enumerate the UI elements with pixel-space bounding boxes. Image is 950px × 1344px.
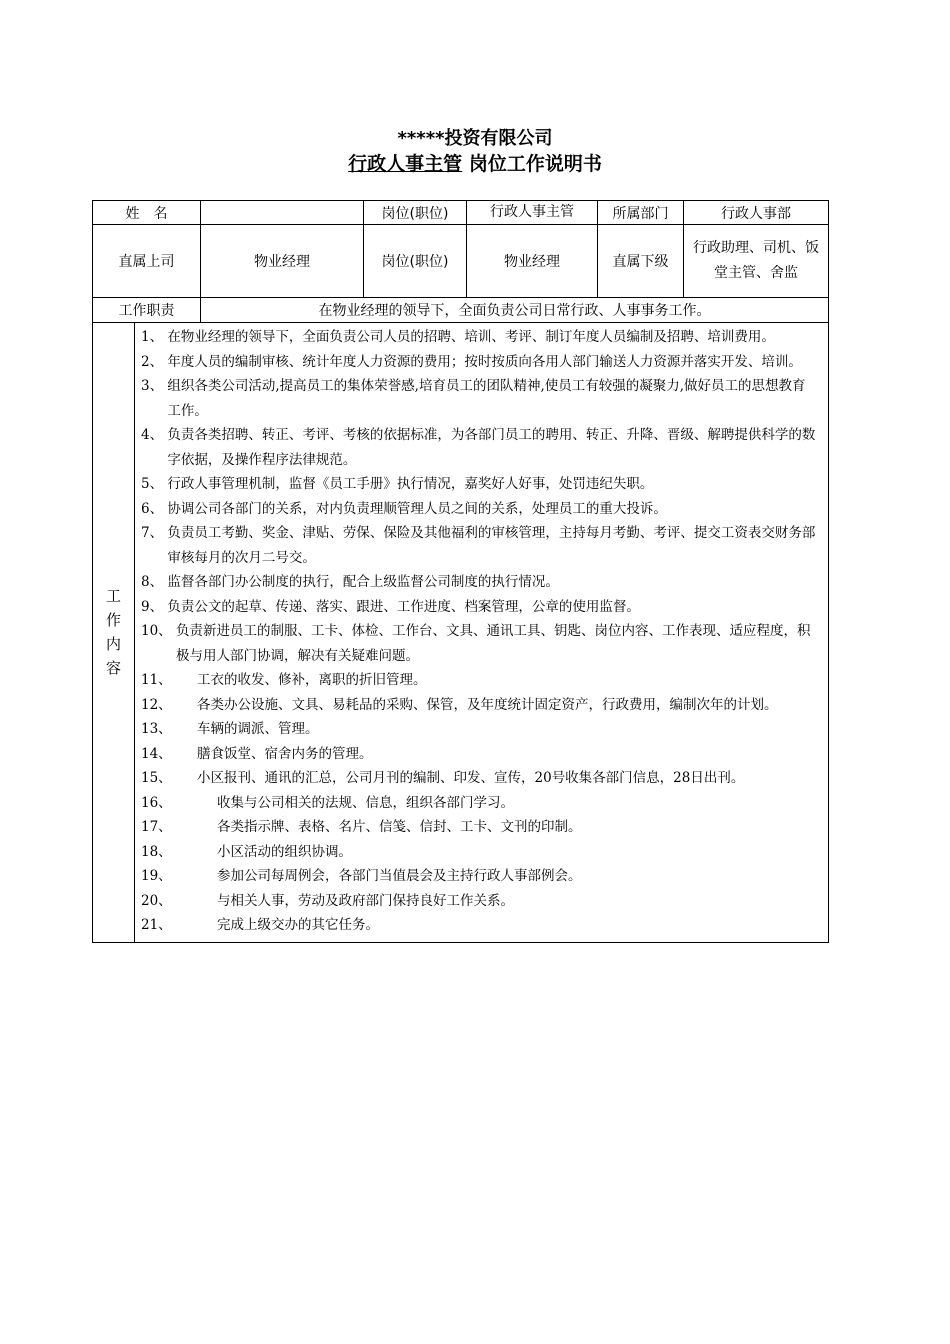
job-description-table	[92, 200, 829, 943]
list-item	[141, 889, 818, 914]
list-item-number: 14、	[141, 745, 172, 762]
list-item	[141, 742, 818, 767]
supervisor-value: 物业经理	[201, 225, 364, 298]
list-item-text: 各类指示牌、表格、名片、信笺、信封、工卡、文刊的印制。	[217, 819, 582, 835]
content-row	[93, 323, 829, 943]
info-row-1	[93, 201, 829, 225]
list-item-text: 负责各类招聘、转正、考评、考核的依据标准，为各部门员工的聘用、转正、升降、晋级、解聘提供科学的数字依据，及操作程序法律规范。	[167, 427, 816, 468]
list-item-text: 收集与公司相关的法规、信息，组织各部门学习。	[217, 794, 514, 811]
list-item	[141, 913, 818, 938]
list-item-number: 16、	[141, 794, 172, 811]
list-item	[141, 350, 818, 375]
list-item	[141, 815, 818, 840]
document-title	[0, 149, 950, 176]
list-item-number: 20、	[141, 892, 172, 909]
list-item-number: 17、	[141, 819, 172, 835]
list-item-text: 完成上级交办的其它任务。	[217, 917, 379, 933]
dept-label: 所属部门	[598, 201, 684, 225]
list-item-text: 年度人员的编制审核、统计年度人力资源的费用；按时按质向各用人部门输送人力资源并落实开发、培训。	[167, 353, 802, 370]
list-item-text: 组织各类公司活动,提高员工的集体荣誉感,培育员工的团队精神,使员工有较强的凝聚力,做好员工的思想教育工作。	[167, 378, 806, 419]
content-label-char: 容	[105, 659, 121, 678]
content-label	[93, 323, 135, 943]
list-item-text: 监督各部门办公制度的执行，配合上级监督公司制度的执行情况。	[167, 574, 559, 590]
list-item	[141, 325, 818, 350]
duty-label: 工作职责	[93, 298, 201, 323]
dept-value: 行政人事部	[684, 201, 829, 225]
content-list	[135, 323, 829, 943]
list-item	[141, 497, 818, 522]
list-item	[141, 423, 818, 472]
list-item	[141, 374, 818, 423]
list-item	[141, 717, 818, 742]
list-item-text: 与相关人事，劳动及政府部门保持良好工作关系。	[217, 892, 514, 909]
list-item-number: 1、	[141, 329, 168, 345]
content-label-text	[93, 584, 134, 680]
list-item-number: 18、	[141, 843, 172, 860]
content-label-char: 工	[105, 587, 121, 606]
list-item-text: 小区报刊、通讯的汇总，公司月刊的编制、印发、宣传，20号收集各部门信息，28日出刊。	[197, 770, 745, 786]
supervisor-label: 直属上司	[93, 225, 201, 298]
content-label-char: 内	[105, 635, 121, 654]
subordinate-value: 行政助理、司机、饭堂主管、舍监	[684, 225, 829, 298]
list-item-text: 负责员工考勤、奖金、津贴、劳保、保险及其他福利的审核管理，主持每月考勤、考评、提交工资表交财务部审核每月的次月二号交。	[167, 525, 816, 566]
list-item-text: 在物业经理的领导下，全面负责公司人员的招聘、培训、考评、制订年度人员编制及招聘、培训费用。	[167, 329, 775, 345]
position-label-2: 岗位(职位)	[364, 225, 467, 298]
list-item	[141, 791, 818, 816]
info-row-2	[93, 225, 829, 298]
list-item-number: 4、	[141, 427, 168, 443]
list-item-text: 工衣的收发、修补，离职的折旧管理。	[197, 672, 427, 688]
list-item-text: 车辆的调派、管理。	[197, 721, 319, 737]
list-item	[141, 619, 818, 668]
name-label: 姓 名	[93, 201, 201, 225]
doc-title: 岗位工作说明书	[468, 153, 602, 175]
list-item-number: 7、	[141, 525, 168, 541]
list-item-number: 15、	[141, 770, 172, 786]
position-label: 岗位(职位)	[364, 201, 467, 225]
list-item-number: 19、	[141, 868, 172, 884]
content-label-char: 作	[105, 611, 121, 630]
list-item-number: 13、	[141, 721, 172, 737]
list-item-text: 参加公司每周例会，各部门当值晨会及主持行政人事部例会。	[217, 868, 582, 884]
position-title: 行政人事主管	[348, 153, 463, 175]
list-item-number: 2、	[141, 353, 168, 370]
list-item-text: 小区活动的组织协调。	[217, 843, 352, 860]
list-item	[141, 472, 818, 497]
list-item-text: 行政人事管理机制，监督《员工手册》执行情况，嘉奖好人好事，处罚违纪失职。	[167, 476, 654, 492]
list-item	[141, 668, 818, 693]
list-item-text: 膳食饭堂、宿舍内务的管理。	[197, 745, 373, 762]
list-item-number: 21、	[141, 917, 172, 933]
list-item-number: 3、	[141, 378, 168, 394]
list-item	[141, 693, 818, 718]
company-name: *****投资有限公司	[397, 128, 553, 149]
list-item-number: 5、	[141, 476, 168, 492]
list-item-text: 负责公文的起草、传递、落实、跟进、工作进度、档案管理，公章的使用监督。	[167, 598, 640, 615]
list-item-number: 8、	[141, 574, 168, 590]
list-item-number: 9、	[141, 598, 168, 615]
list-item-text: 各类办公设施、文具、易耗品的采购、保管，及年度统计固定资产，行政费用，编制次年的计划。	[197, 696, 778, 713]
list-item	[141, 521, 818, 570]
duty-value: 在物业经理的领导下，全面负责公司日常行政、人事事务工作。	[201, 298, 829, 323]
position-value-2: 物业经理	[467, 225, 598, 298]
subordinate-label: 直属下级	[598, 225, 684, 298]
list-item-number: 10、	[141, 623, 176, 639]
list-item	[141, 570, 818, 595]
list-item-number: 6、	[141, 500, 168, 517]
list-item-number: 12、	[141, 696, 172, 713]
list-item	[141, 595, 818, 620]
list-item-text: 负责新进员工的制服、工卡、体检、工作台、文具、通讯工具、钥匙、岗位内容、工作表现、适应程度，积极与用人部门协调，解决有关疑难问题。	[175, 623, 811, 664]
list-item	[141, 864, 818, 889]
list-item-text: 协调公司各部门的关系，对内负责理顺管理人员之间的关系，处理员工的重大投诉。	[167, 500, 667, 517]
name-value	[201, 201, 364, 225]
position-value: 行政人事主管	[467, 201, 598, 225]
list-item	[141, 840, 818, 865]
list-item	[141, 766, 818, 791]
list-item-number: 11、	[141, 672, 172, 688]
duty-row	[93, 298, 829, 323]
